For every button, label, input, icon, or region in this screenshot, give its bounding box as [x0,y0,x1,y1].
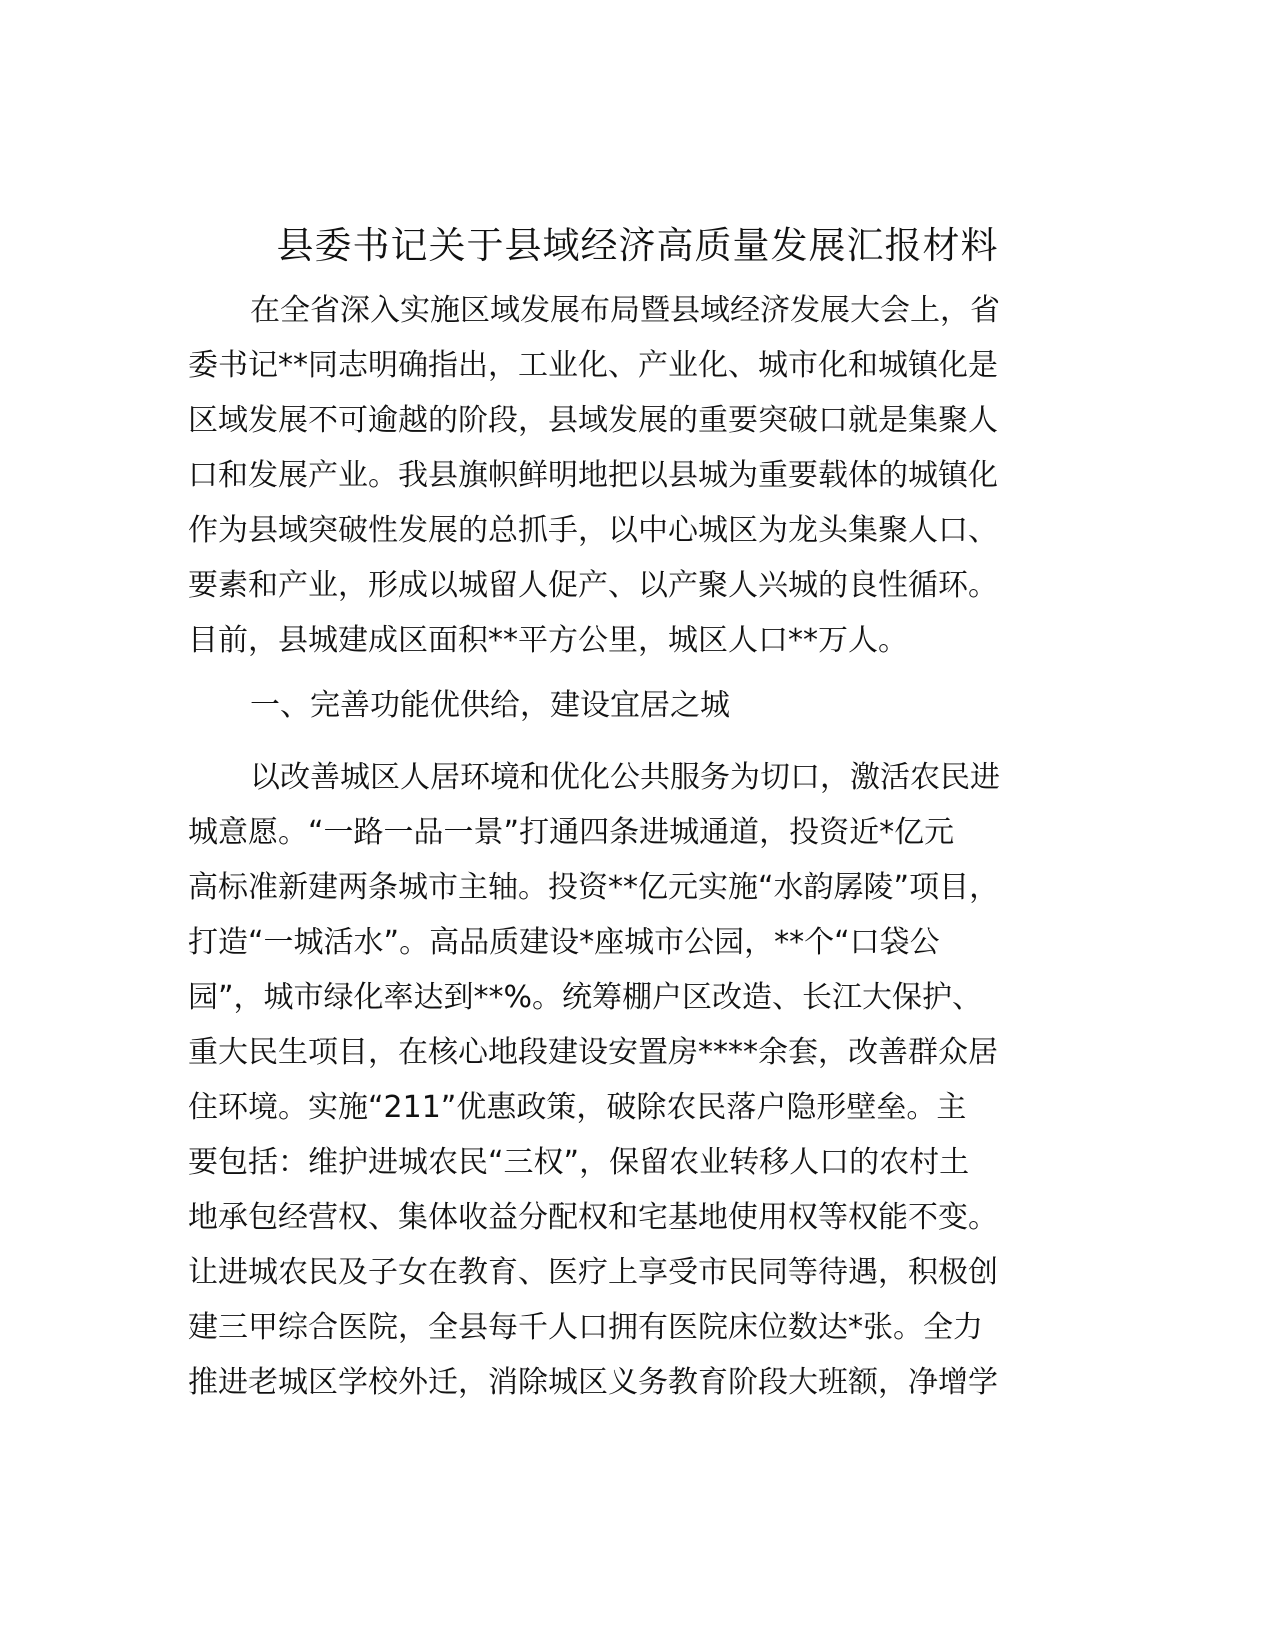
paragraph-2-line-5: 园”，城市绿化率达到**%。统筹棚户区改造、长江大保护、 [188,980,983,1015]
paragraph-2-line-8: 要包括：维护进城农民“三权”，保留农业转移人口的农村土 [188,1145,970,1180]
paragraph-2-line-2: 城意愿。“一路一品一景”打通四条进城通道，投资近*亿元 [188,815,955,850]
paragraph-1-line-3: 区域发展不可逾越的阶段，县域发展的重要突破口就是集聚人 [188,403,998,438]
paragraph-1-line-1: 在全省深入实施区域发展布局暨县域经济发展大会上，省 [250,293,1000,328]
section-heading-1: 一、完善功能优供给，建设宜居之城 [250,688,730,723]
paragraph-1-line-4: 口和发展产业。我县旗帜鲜明地把以县城为重要载体的城镇化 [188,458,998,493]
paragraph-1-line-5: 作为县域突破性发展的总抓手，以中心城区为龙头集聚人口、 [188,513,998,548]
paragraph-2-line-1: 以改善城区人居环境和优化公共服务为切口，激活农民进 [250,760,1000,795]
paragraph-2-line-12: 推进老城区学校外迁，消除城区义务教育阶段大班额，净增学 [188,1365,998,1400]
document-title: 县委书记关于县域经济高质量发展汇报材料 [276,224,999,267]
paragraph-2-line-6: 重大民生项目，在核心地段建设安置房****余套，改善群众居 [188,1035,998,1070]
paragraph-2-line-11: 建三甲综合医院，全县每千人口拥有医院床位数达*张。全力 [188,1310,983,1345]
paragraph-1-line-2: 委书记**同志明确指出，工业化、产业化、城市化和城镇化是 [188,348,998,383]
paragraph-2-line-7: 住环境。实施“211”优惠政策，破除农民落户隐形壁垒。主 [188,1090,967,1125]
paragraph-2-line-9: 地承包经营权、集体收益分配权和宅基地使用权等权能不变。 [188,1200,998,1235]
paragraph-2-line-4: 打造“一城活水”。高品质建设*座城市公园，**个“口袋公 [188,925,940,960]
paragraph-1-line-6: 要素和产业，形成以城留人促产、以产聚人兴城的良性循环。 [188,568,998,603]
paragraph-2-line-3: 高标准新建两条城市主轴。投资**亿元实施“水韵孱陵”项目， [188,870,1000,905]
paragraph-1-line-7: 目前，县城建成区面积**平方公里，城区人口**万人。 [188,623,908,658]
paragraph-2-line-10: 让进城农民及子女在教育、医疗上享受市民同等待遇，积极创 [188,1255,998,1290]
